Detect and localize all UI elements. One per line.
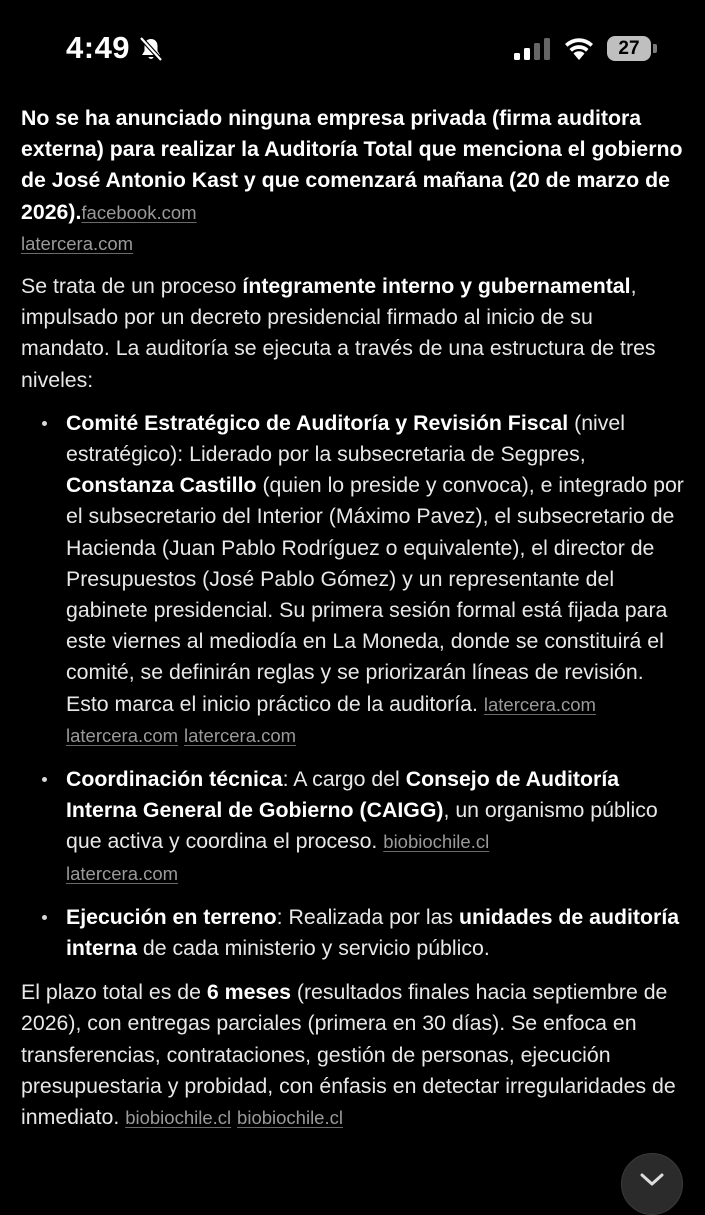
timeline-paragraph: El plazo total es de 6 meses (resultados finales hacia septiembre de 2026), con entregas parciales (primera en 30 días). Se enfoca en transferencias, contrataciones, gestión de personas, ejecución presupuestaria y probidad, con énfasis en detectar irregularidades de inmediato. biobiochile.cl biobiochile.cl bbox=[21, 980, 676, 1130]
cellular-signal-icon bbox=[513, 37, 553, 61]
source-link[interactable]: biobiochile.cl bbox=[125, 1107, 232, 1129]
list-item: Coordinación técnica: A cargo del Consejo de Auditoría Interna General de Gobierno (CAIGG), un organismo público que activa y coordina el proceso. biobiochile.cl latercera.com bbox=[21, 764, 687, 889]
chevron-down-icon bbox=[639, 1172, 665, 1188]
response-content bbox=[21, 103, 687, 1145]
scroll-down-button[interactable] bbox=[621, 1153, 683, 1215]
battery-icon: 27 bbox=[607, 36, 651, 61]
source-link[interactable]: biobiochile.cl bbox=[383, 831, 490, 853]
status-bar bbox=[0, 0, 705, 100]
source-link[interactable]: latercera.com bbox=[21, 232, 134, 254]
source-link[interactable]: latercera.com bbox=[66, 862, 179, 884]
bell-slash-icon bbox=[138, 36, 164, 62]
source-link[interactable]: latercera.com bbox=[66, 724, 179, 746]
intro-paragraph bbox=[21, 103, 687, 259]
wifi-icon bbox=[562, 35, 596, 61]
levels-list bbox=[21, 408, 687, 964]
source-link[interactable]: latercera.com bbox=[483, 693, 596, 715]
structure-paragraph: Se trata de un proceso íntegramente interno y gubernamental, impulsado por un decreto presidencial firmado al inicio de su mandato. La auditoría se ejecuta a través de una estructura de tres niveles: bbox=[21, 274, 656, 392]
source-link[interactable]: facebook.com bbox=[81, 201, 197, 223]
source-link[interactable]: latercera.com bbox=[184, 724, 297, 746]
status-time: 4:49 bbox=[66, 30, 131, 65]
list-item: Ejecución en terreno: Realizada por las unidades de auditoría interna de cada ministerio y servicio público. bbox=[21, 902, 687, 964]
intro-text: No se ha anunciado ninguna empresa privada (firma auditora externa) para realizar la Auditoría Total que menciona el gobierno de José Antonio Kast y que comenzará mañana (20 de marzo de 2026). bbox=[21, 106, 683, 224]
list-item: Comité Estratégico de Auditoría y Revisión Fiscal (nivel estratégico): Liderado por la subsecretaria de Segpres, Constanza Castillo (quien lo preside y convoca), e integrado por el subsecretario del Interior (Máximo Pavez), el subsecretario de Hacienda (Juan Pablo Rodríguez o equivalente), el director de Presupuestos (José Pablo Gómez) y un representante del gabinete presidencial. Su primera sesión formal está fijada para este viernes al mediodía en La Moneda, donde se constituirá el comité, se definirán reglas y se priorizarán líneas de revisión. Esto marca el inicio práctico de la auditoría. latercera.com latercera.com latercera.com bbox=[21, 408, 687, 751]
source-link[interactable]: biobiochile.cl bbox=[237, 1107, 343, 1129]
battery-tip bbox=[653, 44, 657, 53]
